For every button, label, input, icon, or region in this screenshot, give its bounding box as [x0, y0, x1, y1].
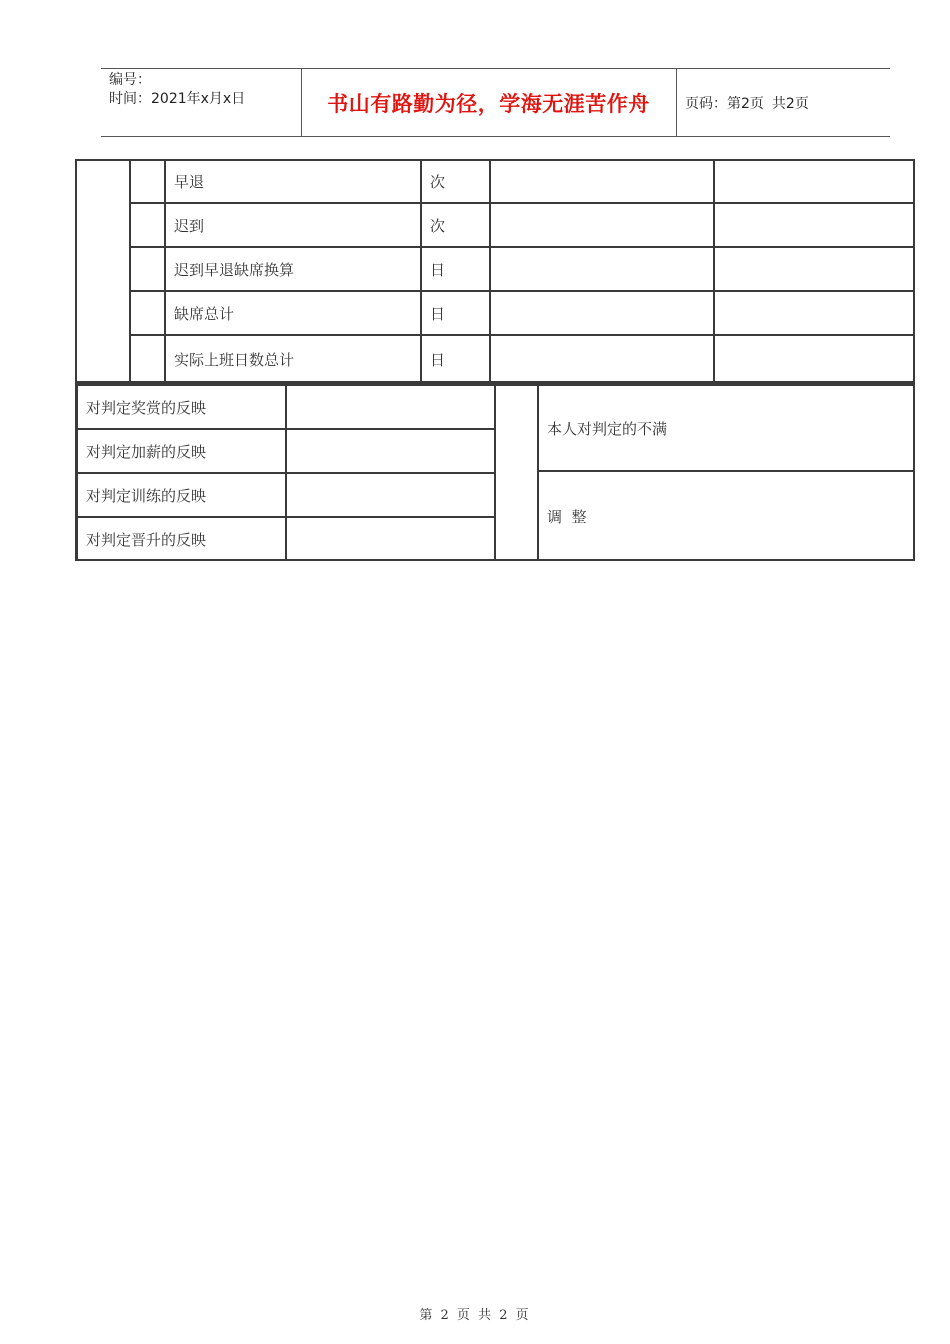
- attendance-item-label: 早退: [174, 172, 205, 191]
- header-meta: [109, 71, 245, 109]
- page-total-label: 共2页: [771, 95, 809, 112]
- attendance-item-cell: [165, 247, 421, 291]
- date-label: 时间：2021年x月x日: [109, 91, 246, 107]
- attendance-item-cell: [165, 335, 421, 383]
- attendance-unit-label: 次: [430, 172, 446, 191]
- attendance-value-cell: [490, 247, 714, 291]
- header-page-info: [685, 69, 817, 136]
- attendance-item-label: 迟到早退缺席换算: [174, 260, 295, 279]
- page-footer: 第 2 页 共 2 页: [419, 1308, 531, 1323]
- attendance-item-cell: [165, 291, 421, 335]
- attendance-remark-cell: [714, 335, 915, 383]
- attendance-unit-label: 日: [430, 304, 446, 323]
- serial-number-label: 编号：: [109, 72, 151, 88]
- header-divider-right: [676, 69, 677, 136]
- reflection-item-cell: [77, 473, 286, 517]
- adjustment-label: 调 整: [547, 507, 587, 526]
- attendance-unit-cell: [421, 247, 490, 291]
- attendance-unit-cell: [421, 159, 490, 203]
- reflection-item-cell: [77, 385, 286, 429]
- attendance-remark-cell: [714, 247, 915, 291]
- attendance-unit-label: 次: [430, 216, 446, 235]
- attendance-index-cell: [130, 247, 165, 291]
- page-header: [101, 68, 890, 137]
- attendance-value-cell: [490, 335, 714, 383]
- reflection-value-cell: [286, 385, 495, 429]
- header-motto: 书山有路勤为径，学海无涯苦作舟: [327, 91, 650, 116]
- reflection-item-cell: [77, 429, 286, 473]
- attendance-unit-label: 日: [430, 260, 446, 279]
- attendance-table: [75, 159, 915, 383]
- attendance-unit-cell: [421, 291, 490, 335]
- attendance-value-cell: [490, 291, 714, 335]
- attendance-unit-cell: [421, 335, 490, 383]
- reflection-spacer-cell: [495, 385, 538, 561]
- attendance-index-cell: [130, 159, 165, 203]
- dissatisfaction-label: 本人对判定的不满: [547, 419, 668, 438]
- attendance-remark-cell: [714, 159, 915, 203]
- attendance-index-cell: [130, 203, 165, 247]
- attendance-remark-cell: [714, 291, 915, 335]
- adjustment-cell: [538, 471, 915, 561]
- reflection-value-cell: [286, 473, 495, 517]
- reflection-value-cell: [286, 429, 495, 473]
- attendance-unit-cell: [421, 203, 490, 247]
- attendance-item-label: 实际上班日数总计: [174, 350, 295, 369]
- reflection-table: [75, 383, 915, 561]
- attendance-item-cell: [165, 159, 421, 203]
- page-number-label: 页码：第2页: [685, 95, 764, 112]
- attendance-value-cell: [490, 203, 714, 247]
- attendance-remark-cell: [714, 203, 915, 247]
- attendance-category-cell: [75, 159, 130, 383]
- dissatisfaction-cell: [538, 385, 915, 471]
- reflection-item-label: 对判定训练的反映: [86, 486, 207, 505]
- attendance-item-label: 迟到: [174, 216, 205, 235]
- attendance-index-cell: [130, 291, 165, 335]
- reflection-item-label: 对判定奖赏的反映: [86, 398, 207, 417]
- reflection-item-cell: [77, 517, 286, 561]
- attendance-item-label: 缺席总计: [174, 304, 235, 323]
- attendance-item-cell: [165, 203, 421, 247]
- reflection-item-label: 对判定加薪的反映: [86, 442, 207, 461]
- attendance-value-cell: [490, 159, 714, 203]
- attendance-unit-label: 日: [430, 350, 446, 369]
- reflection-value-cell: [286, 517, 495, 561]
- reflection-item-label: 对判定晋升的反映: [86, 530, 207, 549]
- attendance-index-cell: [130, 335, 165, 383]
